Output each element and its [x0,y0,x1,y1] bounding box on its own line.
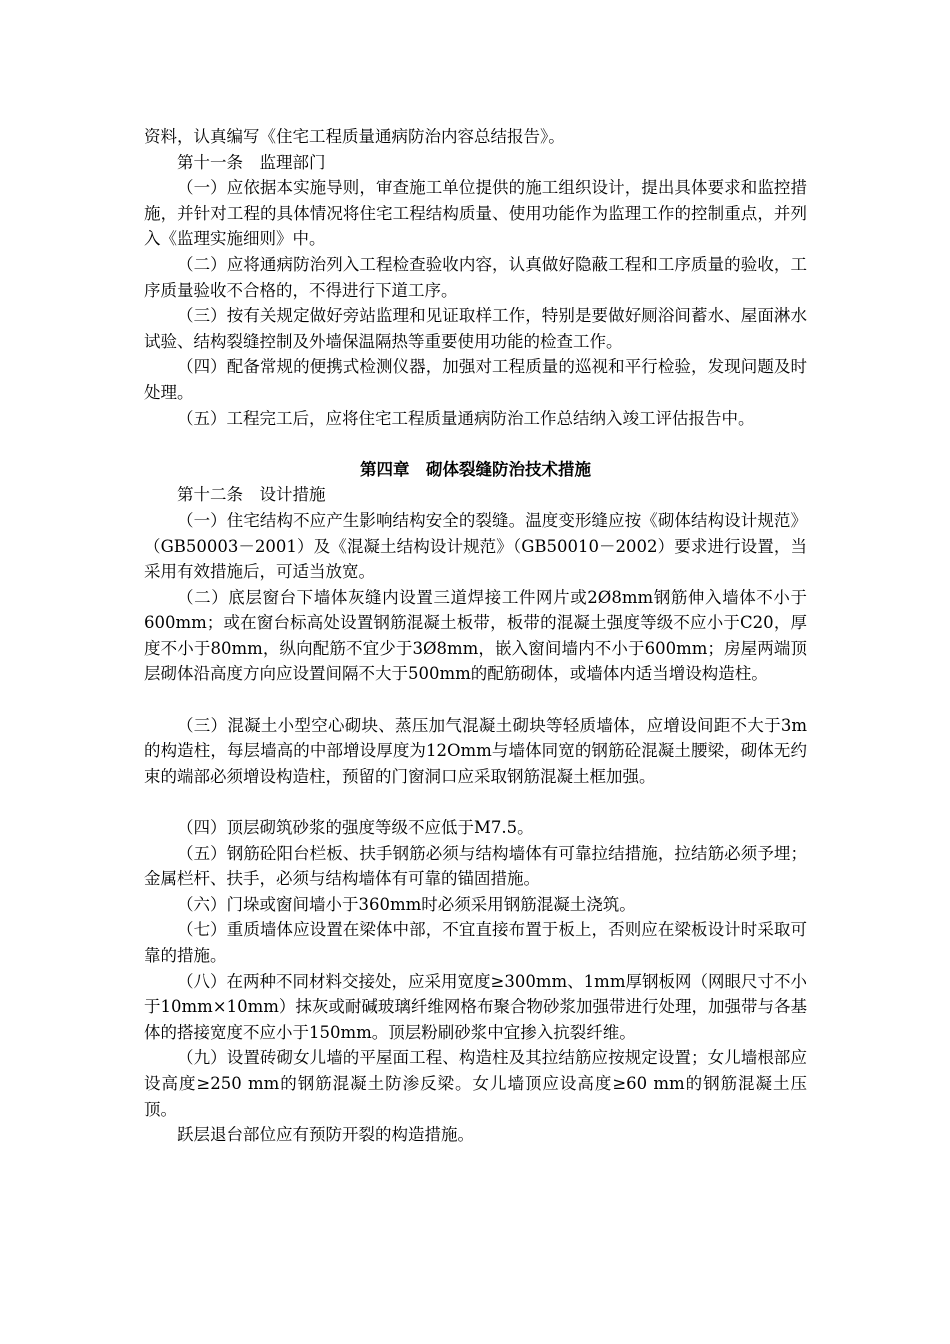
article-11-title: 第十一条 监理部门 [177,152,326,172]
article-12-item-2: （二）底层窗台下墙体灰缝内设置三道焊接工件网片或2Ø8mm钢筋伸入墙体不小于600mm；或在窗台标高处设置钢筋混凝土板带，板带的混凝土强度等级不应小于C20，厚度不小于80mm，纵向配筋不宜少于3Ø8mm，嵌入窗间墙内不小于600mm；房屋两端顶层砌体沿高度方向应设置间隔不大于500mm的配筋砌体，或墙体内适当增设构造柱。 [144,587,807,684]
article-12-item-1: （一）住宅结构不应产生影响结构安全的裂缝。温度变形缝应按《砌体结构设计规范》（GB50003－2001）及《混凝土结构设计规范》（GB50010－2002）要求进行设置，当采用有效措施后，可适当放宽。 [144,510,807,582]
article-11-item-1: （一）应依据本实施导则，审查施工单位提供的施工组织设计，提出具体要求和监控措施，并针对工程的具体情况将住宅工程结构质量、使用功能作为监理工作的控制重点，并列入《监理实施细则》中。 [144,178,807,249]
article-12-item-4: （四）顶层砌筑砂浆的强度等级不应低于M7.5。 [177,818,534,838]
article-12-item-7: （七）重质墙体应设置在梁体中部，不宜直接布置于板上，否则应在梁板设计时采取可靠的措施。 [144,920,807,965]
paragraph-continuation: 资料，认真编写《住宅工程质量通病防治内容总结报告》。 [144,127,565,146]
article-11-item-5: （五）工程完工后，应将住宅工程质量通病防治工作总结纳入竣工评估报告中。 [177,408,755,428]
article-12-title: 第十二条 设计措施 [177,485,326,505]
article-11-item-4: （四）配备常规的便携式检测仪器，加强对工程质量的巡视和平行检验，发现问题及时处理。 [144,357,807,402]
article-12-item-6: （六）门垛或窗间墙小于360mm时必须采用钢筋混凝土浇筑。 [177,894,636,914]
article-12-item-5: （五）钢筋砼阳台栏板、扶手钢筋必须与结构墙体有可靠拉结措施，拉结筋必须予埋；金属栏杆、扶手，必须与结构墙体有可靠的锚固措施。 [144,843,807,889]
chapter-4-heading: 第四章 砌体裂缝防治技术措施 [360,459,591,479]
article-11-item-2: （二）应将通病防治列入工程检查验收内容，认真做好隐蔽工程和工序质量的验收，工序质量验收不合格的，不得进行下道工序。 [144,254,807,300]
article-12-item-9: （九）设置砖砌女儿墙的平屋面工程、构造柱及其拉结筋应按规定设置；女儿墙根部应设高度≥250 mm的钢筋混凝土防渗反梁。女儿墙顶应设高度≥60 mm的钢筋混凝土压顶。 [144,1048,807,1119]
article-12-item-8: （八）在两种不同材料交接处，应采用宽度≥300mm、1mm厚钢板网（网眼尺寸不小于10mm×10mm）抹灰或耐碱玻璃纤维网格布聚合物砂浆加强带进行处理，加强带与各基体的搭接宽度不应小于150mm。顶层粉刷砂浆中宜掺入抗裂纤维。 [144,971,807,1042]
article-12-item-3: （三）混凝土小型空心砌块、蒸压加气混凝土砌块等轻质墙体，应增设间距不大于3m的构造柱，每层墙高的中部增设厚度为12Omm与墙体同宽的钢筋砼混凝土腰梁，砌体无约束的端部必须增设构造柱，预留的门窗洞口应采取钢筋混凝土框加强。 [144,715,807,786]
article-11-item-3: （三）按有关规定做好旁站监理和见证取样工作，特别是要做好厕浴间蓄水、屋面淋水试验、结构裂缝控制及外墙保温隔热等重要使用功能的检查工作。 [144,306,807,351]
document-body [144,124,807,1148]
closing-paragraph: 跃层退台部位应有预防开裂的构造措施。 [177,1125,474,1145]
